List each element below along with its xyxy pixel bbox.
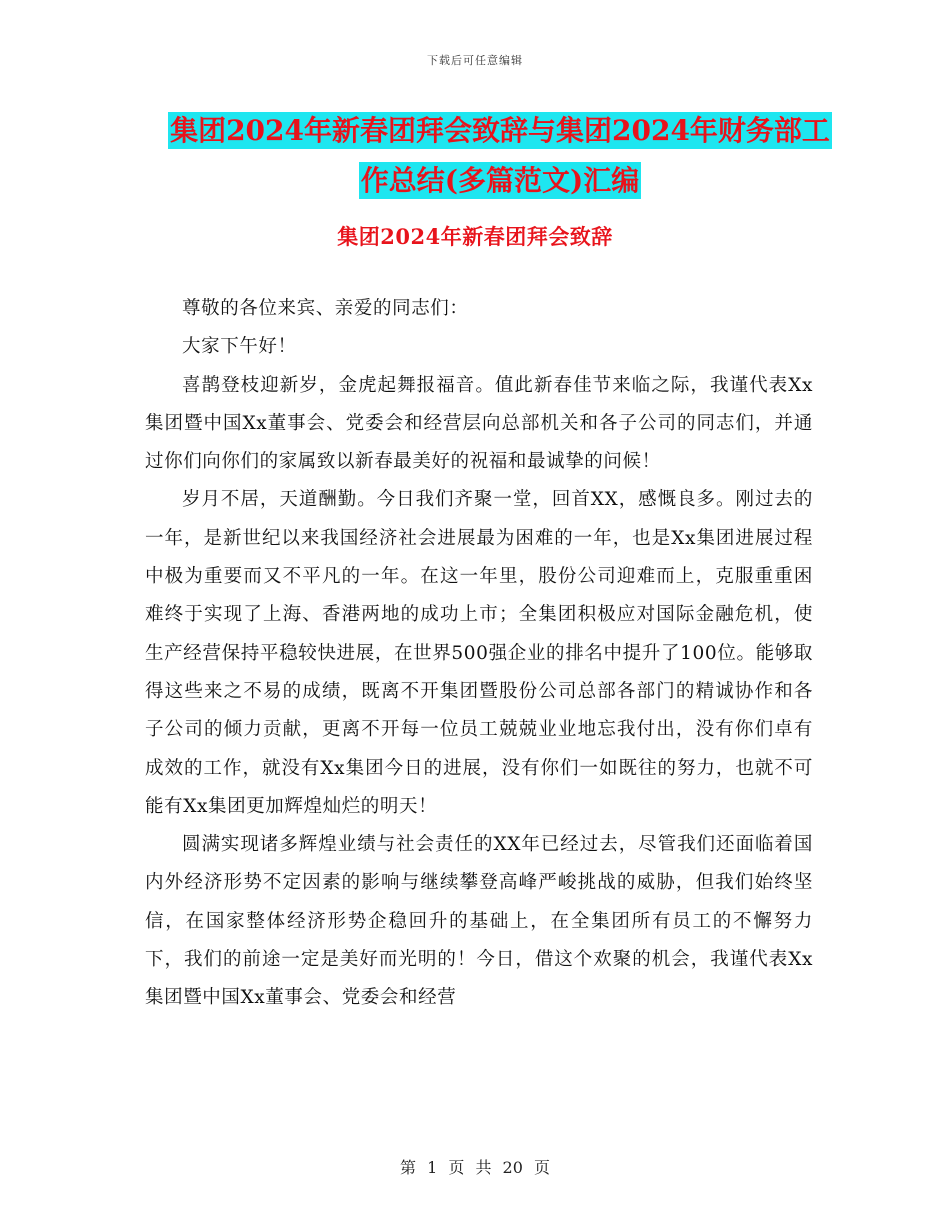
paragraph-salutation: 尊敬的各位来宾、亲爱的同志们： <box>182 298 469 319</box>
paragraph-greeting: 大家下午好！ <box>182 336 297 358</box>
document-title <box>150 106 850 206</box>
paragraph-outlook: 圆满实现诸多辉煌业绩与社会责任的XX年已经过去，尽管我们还面临着国内外经济形势不定因素的影响与继续攀登高峰严峻挑战的威胁，但我们始终坚信，在国家整体经济形势企稳回升的基础上，在全集团所有员工的不懈努力下，我们的前途一定是美好而光明的！今日，借这个欢聚的机会，我谨代表Xx集团暨中国Xx董事会、党委会和经营 <box>145 834 813 1009</box>
document-body <box>145 290 813 1018</box>
page-number: 第 1 页 共 20 页 <box>400 1158 550 1177</box>
page-header-note: 下载后可任意编辑 <box>427 54 523 67</box>
paragraph-year-review: 岁月不居，天道酬勤。今日我们齐聚一堂，回首XX，感慨良多。刚过去的一年，是新世纪以来我国经济社会进展最为困难的一年，也是Xx集团进展过程中极为重要而又不平凡的一年。在这一年里，股份公司迎难而上，克服重重困难终于实现了上海、香港两地的成功上市；全集团积极应对国际金融危机，使生产经营保持平稳较快进展，在世界500强企业的排名中提升了100位。能够取得这些来之不易的成绩，既离不开集团暨股份公司总部各部门的精诚协作和各子公司的倾力贡献，更离不开每一位员工兢兢业业地忘我付出，没有你们卓有成效的工作，就没有Xx集团今日的进展，没有你们一如既往的努力，也就不可能有Xx集团更加辉煌灿烂的明天！ <box>145 489 813 817</box>
document-title-line-1: 集团2024年新春团拜会致辞与集团2024年财务部工 <box>170 114 830 147</box>
paragraph-new-year-wishes: 喜鹊登枝迎新岁，金虎起舞报福音。值此新春佳节来临之际，我谨代表Xx集团暨中国Xx董事会、党委会和经营层向总部机关和各子公司的同志们，并通过你们向你们的家属致以新春最美好的祝福和最诚挚的问候！ <box>145 374 813 473</box>
document-title-line-2: 作总结(多篇范文)汇编 <box>360 164 640 197</box>
section-title: 集团2024年新春团拜会致辞 <box>337 224 613 249</box>
